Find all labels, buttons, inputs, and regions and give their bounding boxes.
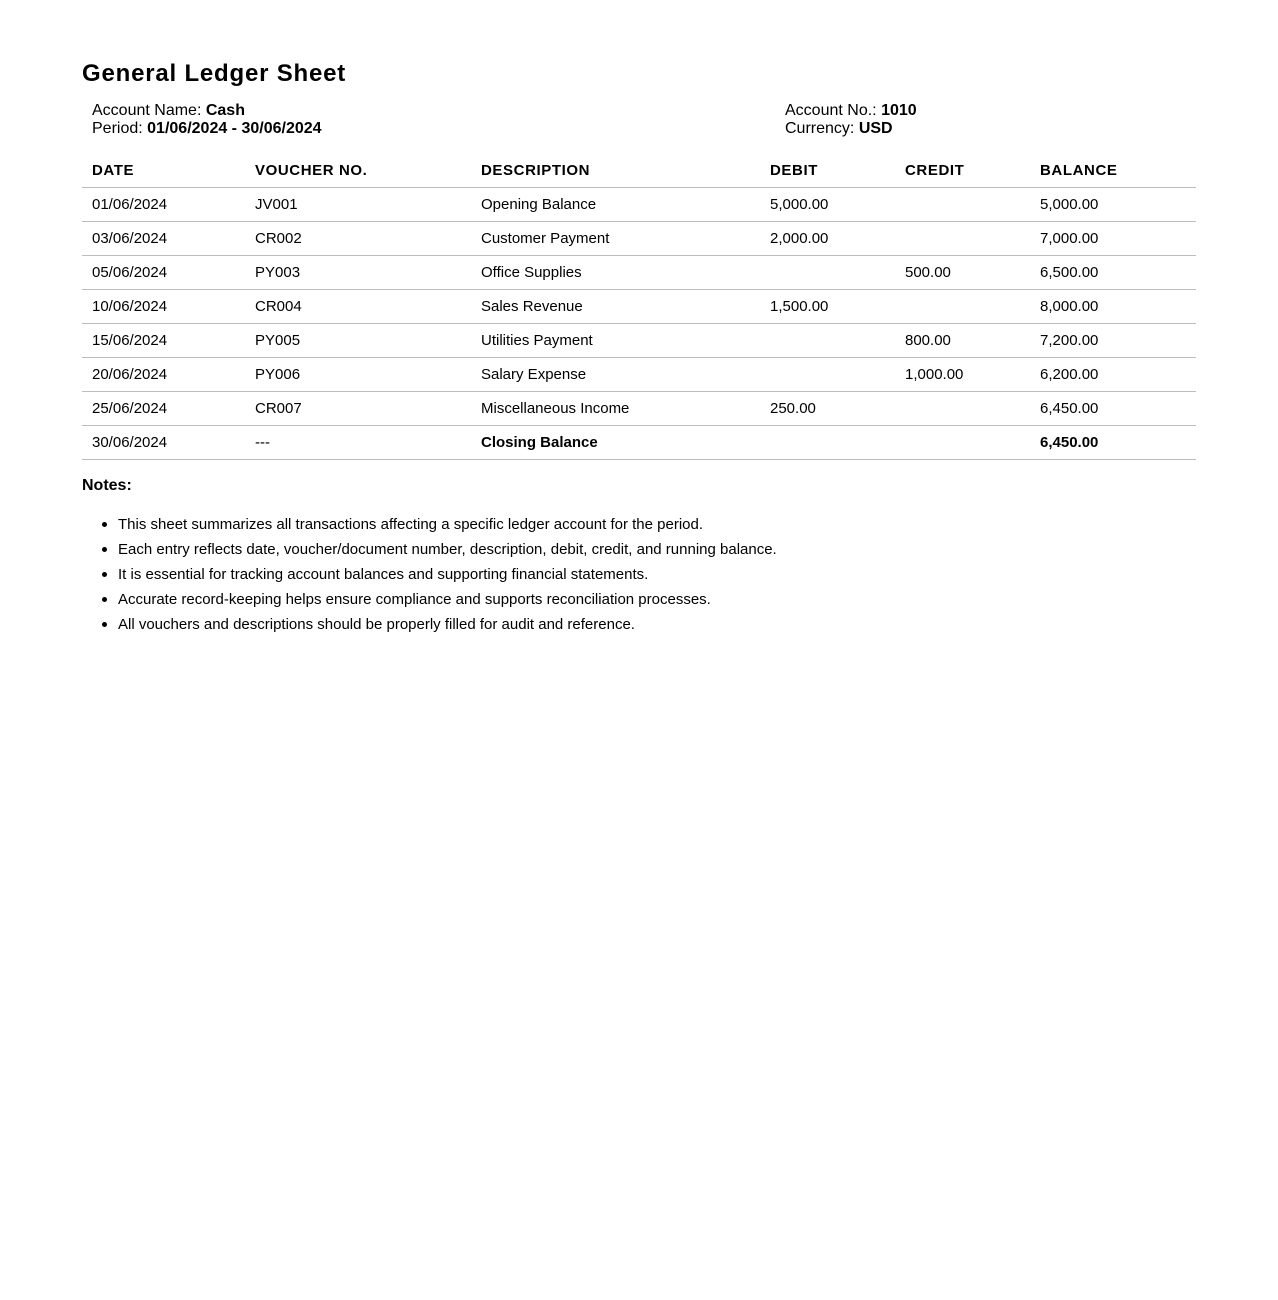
column-header-date: DATE (82, 153, 245, 188)
cell-debit: 250.00 (760, 392, 895, 426)
table-row (82, 324, 1196, 358)
cell-credit (895, 290, 1030, 324)
cell-description: Sales Revenue (471, 290, 760, 324)
note-text: This sheet summarizes all transactions affecting a specific ledger account for the period. (118, 516, 704, 533)
cell-credit (895, 222, 1030, 256)
cell-debit (760, 256, 895, 290)
cell-debit: 5,000.00 (760, 188, 895, 222)
table-row (82, 358, 1196, 392)
bullet-icon (102, 597, 107, 602)
cell-balance: 6,500.00 (1030, 256, 1196, 290)
cell-voucher: --- (245, 426, 471, 460)
cell-date: 10/06/2024 (82, 290, 245, 324)
table-row (82, 222, 1196, 256)
closing-balance-row (82, 426, 1196, 460)
note-text: Each entry reflects date, voucher/document number, description, debit, credit, and running balance. (118, 541, 777, 558)
notes-list (82, 512, 1196, 637)
cell-balance: 6,450.00 (1030, 392, 1196, 426)
period-value: 01/06/2024 - 30/06/2024 (147, 120, 322, 137)
cell-voucher: CR004 (245, 290, 471, 324)
cell-description: Opening Balance (471, 188, 760, 222)
column-header-voucher: VOUCHER NO. (245, 153, 471, 188)
closing-balance-label: Closing Balance (471, 426, 760, 460)
cell-credit (895, 188, 1030, 222)
list-item (82, 512, 1196, 537)
note-text: All vouchers and descriptions should be properly filled for audit and reference. (118, 616, 635, 633)
column-header-credit: CREDIT (895, 153, 1030, 188)
list-item (82, 562, 1196, 587)
cell-date: 20/06/2024 (82, 358, 245, 392)
header-row (82, 153, 1196, 188)
cell-balance: 8,000.00 (1030, 290, 1196, 324)
cell-credit: 1,000.00 (895, 358, 1030, 392)
cell-voucher: PY003 (245, 256, 471, 290)
account-number-line (785, 102, 917, 120)
cell-voucher: JV001 (245, 188, 471, 222)
bullet-icon (102, 622, 107, 627)
cell-date: 01/06/2024 (82, 188, 245, 222)
cell-description: Customer Payment (471, 222, 760, 256)
cell-debit (760, 358, 895, 392)
ledger-table-header (82, 153, 1196, 188)
table-row (82, 256, 1196, 290)
currency-label: Currency: (785, 120, 855, 137)
table-row (82, 188, 1196, 222)
cell-voucher: PY005 (245, 324, 471, 358)
account-name-value: Cash (205, 102, 245, 119)
cell-balance: 7,000.00 (1030, 222, 1196, 256)
cell-credit (895, 392, 1030, 426)
cell-balance: 7,200.00 (1030, 324, 1196, 358)
account-name-line (92, 102, 322, 120)
cell-debit (760, 426, 895, 460)
cell-balance: 5,000.00 (1030, 188, 1196, 222)
account-number-label: Account No.: (785, 102, 877, 119)
currency-value: USD (858, 120, 893, 137)
account-number-value: 1010 (881, 102, 917, 119)
ledger-table-body (82, 188, 1196, 460)
column-header-description: DESCRIPTION (471, 153, 760, 188)
cell-credit: 800.00 (895, 324, 1030, 358)
cell-debit: 1,500.00 (760, 290, 895, 324)
table-row (82, 290, 1196, 324)
account-info-left (92, 102, 322, 138)
cell-voucher: CR007 (245, 392, 471, 426)
cell-description: Miscellaneous Income (471, 392, 760, 426)
cell-date: 05/06/2024 (82, 256, 245, 290)
cell-date: 15/06/2024 (82, 324, 245, 358)
note-text: Accurate record-keeping helps ensure compliance and supports reconciliation processes. (118, 591, 711, 608)
account-name-label: Account Name: (92, 102, 202, 119)
bullet-icon (102, 522, 107, 527)
cell-credit (895, 426, 1030, 460)
list-item (82, 612, 1196, 637)
list-item (82, 587, 1196, 612)
bullet-icon (102, 572, 107, 577)
cell-description: Utilities Payment (471, 324, 760, 358)
cell-debit (760, 324, 895, 358)
cell-voucher: CR002 (245, 222, 471, 256)
cell-description: Office Supplies (471, 256, 760, 290)
column-header-balance: BALANCE (1030, 153, 1196, 188)
bullet-icon (102, 547, 107, 552)
table-row (82, 392, 1196, 426)
cell-date: 30/06/2024 (82, 426, 245, 460)
column-header-debit: DEBIT (760, 153, 895, 188)
cell-date: 03/06/2024 (82, 222, 245, 256)
notes-title: Notes: (82, 477, 132, 494)
cell-description: Salary Expense (471, 358, 760, 392)
currency-line (785, 120, 917, 138)
ledger-table (82, 153, 1196, 460)
cell-date: 25/06/2024 (82, 392, 245, 426)
closing-balance-value: 6,450.00 (1030, 426, 1196, 460)
account-info-right (785, 102, 917, 138)
cell-voucher: PY006 (245, 358, 471, 392)
notes-section (82, 476, 1196, 637)
cell-debit: 2,000.00 (760, 222, 895, 256)
period-line (92, 120, 322, 138)
cell-balance: 6,200.00 (1030, 358, 1196, 392)
period-label: Period: (92, 120, 143, 137)
list-item (82, 537, 1196, 562)
cell-credit: 500.00 (895, 256, 1030, 290)
page-title: General Ledger Sheet (82, 60, 347, 87)
note-text: It is essential for tracking account balances and supporting financial statements. (118, 566, 649, 583)
